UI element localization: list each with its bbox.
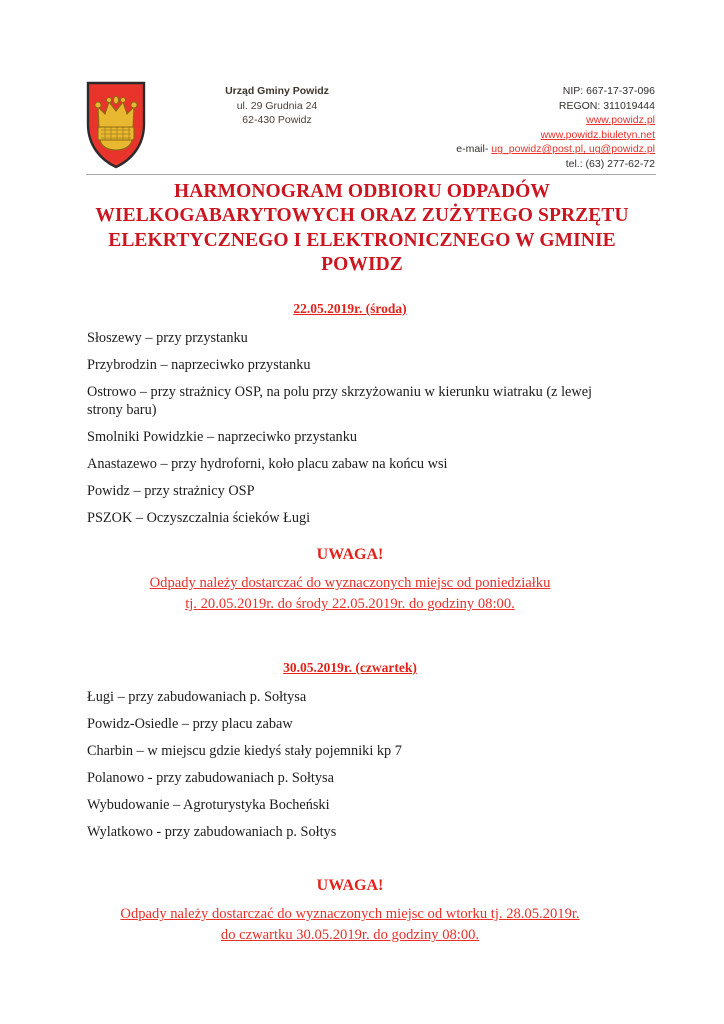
list-item: PSZOK – Oczyszczalnia ścieków Ługi [87, 510, 311, 526]
email-label: e-mail- [456, 143, 489, 156]
page-title [82, 180, 642, 278]
list-item: Powidz – przy strażnicy OSP [87, 483, 255, 499]
date-heading: 30.05.2019r. (czwartek) [283, 660, 417, 675]
organization-name: Urząd Gminy Powidz [225, 85, 329, 97]
header-divider [86, 174, 656, 175]
title-line-1: HARMONOGRAM ODBIORU ODPADÓW [173, 181, 551, 202]
nip-number: NIP: 667-17-37-096 [562, 85, 655, 97]
list-item: Anastazewo – przy hydroforni, koło placu zabaw na końcu wsi [87, 456, 448, 472]
list-item: Polanowo - przy zabudowaniach p. Sołtysa [87, 770, 334, 786]
website-link[interactable]: www.powidz.pl [586, 114, 655, 127]
title-line-4: POWIDZ [321, 254, 403, 276]
list-item: Wybudowanie – Agroturystyka Bocheński [87, 797, 330, 813]
postal-city: 62-430 Powidz [242, 114, 312, 127]
section-gap [87, 615, 613, 659]
list-item: Charbin – w miejscu gdzie kiedyś stały pojemniki kp 7 [87, 743, 402, 759]
notice-line-1: Odpady należy dostarczać do wyznaczonych miejsc od poniedziałku [149, 575, 551, 591]
title-line-2: WIELKOGABARYTOWYCH ORAZ ZUŻYTEGO SPRZĘTU [95, 205, 629, 227]
notice-heading: UWAGA! [316, 546, 384, 563]
letterhead-address-block [157, 78, 397, 128]
notice-body [87, 573, 613, 615]
notice-line-1: Odpady należy dostarczać do wyznaczonych miejsc od wtorku tj. 28.05.2019r. [120, 906, 580, 922]
list-item: Wylatkowo - przy zabudowaniach p. Sołtys [87, 824, 337, 840]
phone-number: tel.: (63) 277-62-72 [565, 157, 655, 170]
letterhead [85, 78, 655, 172]
spacer [87, 850, 613, 876]
list-item: Słoszewy – przy przystanku [87, 330, 248, 346]
notice-line-2: do czwartku 30.05.2019r. do godziny 08:00. [220, 927, 480, 943]
schedule-section-2 [87, 659, 613, 946]
date-heading: 22.05.2019r. (środa) [293, 301, 407, 316]
notice-body [87, 904, 613, 946]
schedule-content [87, 300, 613, 946]
bulletin-link[interactable]: www.powidz.biuletyn.net [540, 128, 655, 141]
list-item: Smolniki Powidzkie – naprzeciwko przystanku [87, 429, 358, 445]
spacer [87, 536, 613, 545]
notice-heading: UWAGA! [316, 877, 384, 894]
list-item: Przybrodzin – naprzeciwko przystanku [87, 357, 311, 373]
street-address: ul. 29 Grudnia 24 [236, 99, 318, 112]
regon-number: REGON: 311019444 [558, 99, 655, 112]
list-item: Ługi – przy zabudowaniach p. Sołtysa [87, 689, 307, 705]
powidz-coat-of-arms-icon [85, 80, 147, 170]
notice-line-2: tj. 20.05.2019r. do środy 22.05.2019r. do godziny 08:00. [185, 596, 515, 612]
schedule-section-1 [87, 300, 613, 615]
letterhead-contact-block [397, 78, 655, 172]
title-line-3: ELEKRTYCZNEGO I ELEKTRONICZNEGO W GMINIE [108, 229, 616, 251]
list-item: Ostrowo – przy strażnicy OSP, na polu przy skrzyżowaniu w kierunku wiatraku (z lewej strony baru) [87, 384, 593, 418]
list-item: Powidz-Osiedle – przy placu zabaw [87, 716, 293, 732]
crest-container [85, 78, 157, 170]
email-link[interactable]: ug_powidz@post.pl, ug@powidz.pl [491, 143, 655, 156]
